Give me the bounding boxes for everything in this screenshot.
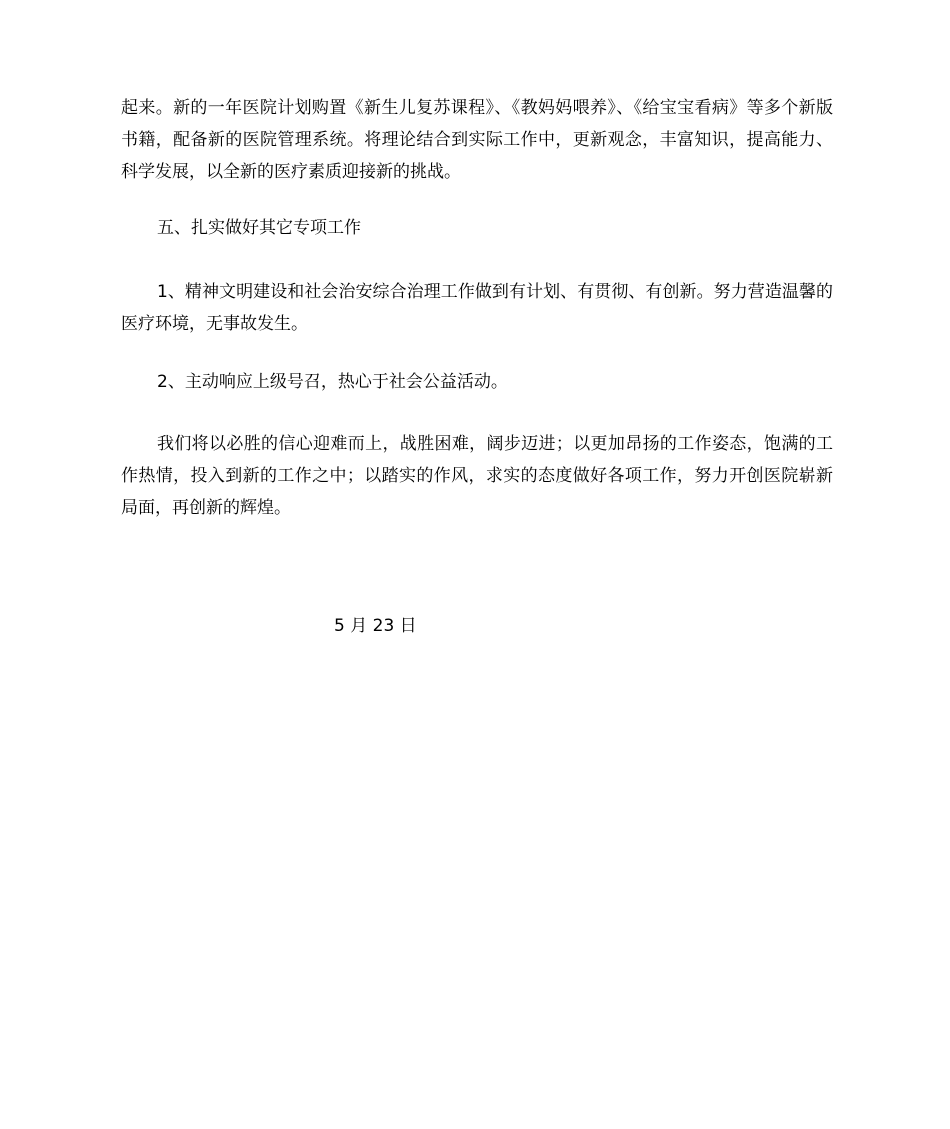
list-item: 2、主动响应上级号召，热心于社会公益活动。 (157, 372, 508, 392)
document-date: 5 月 23 日 (334, 616, 417, 636)
paragraph-continuation: 起来。新的一年医院计划购置《新生儿复苏课程》、《教妈妈喂养》、《给宝宝看病》等多个新版书籍，配备新的医院管理系统。将理论结合到实际工作中，更新观念，丰富知识，提高能力、科学发展，以全新的医疗素质迎接新的挑战。 (121, 98, 833, 182)
closing-paragraph: 我们将以必胜的信心迎难而上，战胜困难，阔步迈进；以更加昂扬的工作姿态，饱满的工作热情，投入到新的工作之中；以踏实的作风，求实的态度做好各项工作，努力开创医院崭新局面，再创新的辉煌。 (121, 434, 833, 518)
section-heading: 五、扎实做好其它专项工作 (157, 218, 361, 238)
list-item: 1、精神文明建设和社会治安综合治理工作做到有计划、有贯彻、有创新。努力营造温馨的医疗环境，无事故发生。 (121, 282, 833, 334)
